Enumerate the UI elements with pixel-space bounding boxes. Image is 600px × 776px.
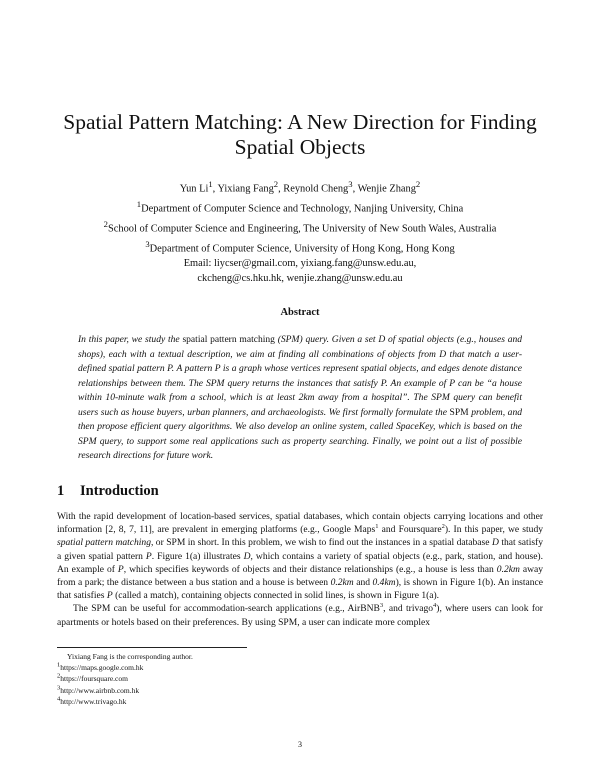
email-line: Email: liycser@gmail.com, yixiang.fang@unsw.edu.au,: [183, 258, 417, 270]
author-name: Reynold Cheng: [283, 183, 349, 195]
paragraph: The SPM can be useful for accommodation-search applications (e.g., AirBNB$^3$, and trivago$^4$), where users can look for apartments or hotels based on their preferences. By using SPM, a user can indicate more complex: [57, 602, 543, 628]
affiliation: $^3$Department of Computer Science, University of Hong Kong, Hong Kong: [145, 239, 455, 255]
affiliation: $^1$Department of Computer Science and Technology, Nanjing University, China: [136, 199, 464, 215]
author-sup: 2: [415, 179, 421, 189]
affiliation: $^2$School of Computer Science and Engineering, The University of New South Wales, Australia: [103, 219, 497, 235]
footnotes: [57, 651, 193, 707]
author-block: [40, 177, 560, 286]
footnote: $^3$http://www.airbnb.com.hk: [57, 684, 140, 695]
section-heading: [57, 483, 159, 500]
title-line-2: Spatial Objects: [234, 135, 366, 159]
email-line: ckcheng@cs.hku.hk, wenjie.zhang@unsw.edu.au: [197, 272, 403, 284]
footnote-corresponding: Yixiang Fang is the corresponding author.: [67, 652, 193, 661]
author-name: Yun Li: [179, 183, 209, 195]
author-sup: 2: [273, 179, 279, 189]
author-name: Yixiang Fang: [217, 183, 274, 195]
page-number: 3: [298, 740, 302, 749]
footnote: $^1$https://maps.google.com.hk: [57, 661, 144, 673]
paper-title: [40, 110, 560, 160]
author-name: Wenjie Zhang: [357, 183, 416, 195]
introduction-body: [57, 510, 543, 629]
section-title: Introduction: [80, 483, 159, 499]
author-names: Yun Li$^1$, Yixiang Fang$^2$, Reynold Cheng$^3$, Wenjie Zhang$^2$: [179, 179, 421, 195]
paragraph: With the rapid development of location-based services, spatial databases, which contain objects carrying locations and other information [2, 8, 7, 11], are prevalent in emerging platforms (e.g., Google Maps$^1$ and Foursquare$^2$). In this paper, we study spatial pattern matching, or SPM in short. In this problem, we wish to find out the instances in a spatial database D that satisfy a given spatial pattern P. Figure 1(a) illustrates D, which contains a variety of spatial objects (e.g., park, station, and house). An example of P, which specifies keywords of objects and their distance relationships (e.g., a house is less than 0.2km away from a park; the distance between a bus station and a house is between 0.2km and 0.4km), is shown in Figure 1(b). An instance that satisfies P (called a match), containing objects connected in solid lines, is shown in Figure 1(a).: [57, 511, 544, 602]
footnote: $^4$http://www.trivago.hk: [57, 695, 127, 706]
abstract-heading: Abstract: [280, 307, 320, 318]
author-sup: 1: [208, 179, 213, 189]
section-number: 1: [57, 483, 65, 499]
author-sup: 3: [348, 179, 353, 189]
abstract-body: In this paper, we study the spatial pattern matching (SPM) query. Given a set D of spatial objects (e.g., houses and shops), each with a textual description, we aim at finding all combinations of objects from D that match a user-defined spatial pattern P. A pattern P is a graph whose vertices represent spatial objects, and edges denote distance relationships between them. The SPM query returns the instances that satisfy P. An example of P can be “a house within 10-minute walk from a school, which is at least 2km away from a hospital”. The SPM query can benefit users such as house buyers, urban planners, and archaeologists. We first formally formulate the SPM problem, and then propose efficient query algorithms. We also develop an online system, called SpaceKey, which is based on the SPM query, to support some real applications such as property searching. Finally, we point out a list of possible research directions for future work.: [78, 334, 523, 461]
footnote-rule: [57, 647, 247, 648]
footnote: $^2$https://foursquare.com: [57, 672, 128, 684]
title-line-1: Spatial Pattern Matching: A New Direction for Finding: [63, 110, 537, 134]
